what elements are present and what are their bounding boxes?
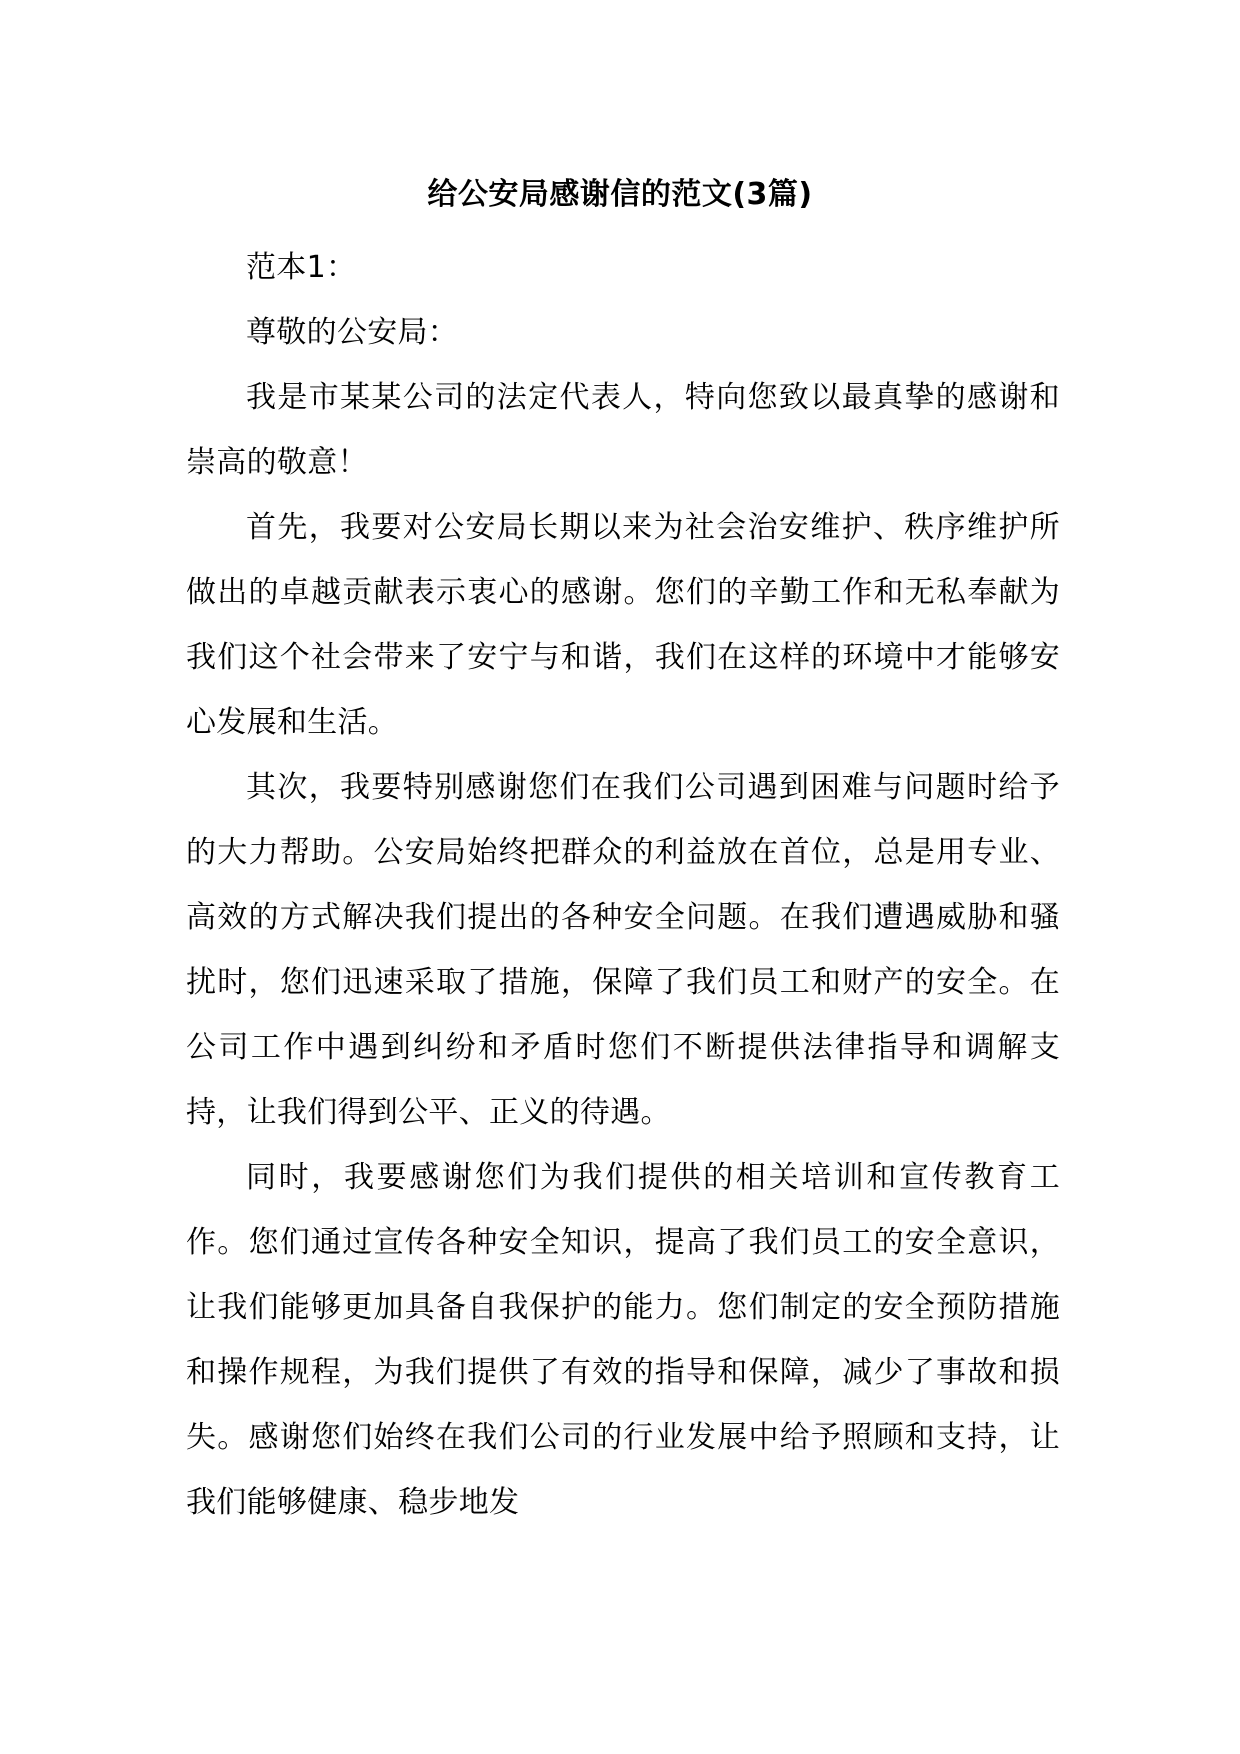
paragraph-first-thanks: 首先，我要对公安局长期以来为社会治安维护、秩序维护所做出的卓越贡献表示衷心的感谢。您们的辛勤工作和无私奉献为我们这个社会带来了安宁与和谐，我们在这样的环境中才能够安心发展和生活。	[186, 510, 1060, 740]
paragraph-salutation: 尊敬的公安局：	[246, 315, 459, 350]
document-body	[186, 235, 1060, 1535]
paragraph-third-thanks: 同时，我要感谢您们为我们提供的相关培训和宣传教育工作。您们通过宣传各种安全知识，提高了我们员工的安全意识，让我们能够更加具备自我保护的能力。您们制定的安全预防措施和操作规程，为我们提供了有效的指导和保障，减少了事故和损失。感谢您们始终在我们公司的行业发展中给予照顾和支持，让我们能够健康、稳步地发	[186, 1160, 1060, 1520]
paragraph-sample-heading: 范本1：	[246, 250, 357, 285]
paragraph-second-thanks: 其次，我要特别感谢您们在我们公司遇到困难与问题时给予的大力帮助。公安局始终把群众的利益放在首位，总是用专业、高效的方式解决我们提出的各种安全问题。在我们遭遇威胁和骚扰时，您们迅速采取了措施，保障了我们员工和财产的安全。在公司工作中遇到纠纷和矛盾时您们不断提供法律指导和调解支持，让我们得到公平、正义的待遇。	[186, 770, 1060, 1130]
paragraph-introduction: 我是市某某公司的法定代表人，特向您致以最真挚的感谢和崇高的敬意！	[186, 380, 1060, 480]
document-title: 给公安局感谢信的范文(3篇)	[427, 177, 813, 212]
